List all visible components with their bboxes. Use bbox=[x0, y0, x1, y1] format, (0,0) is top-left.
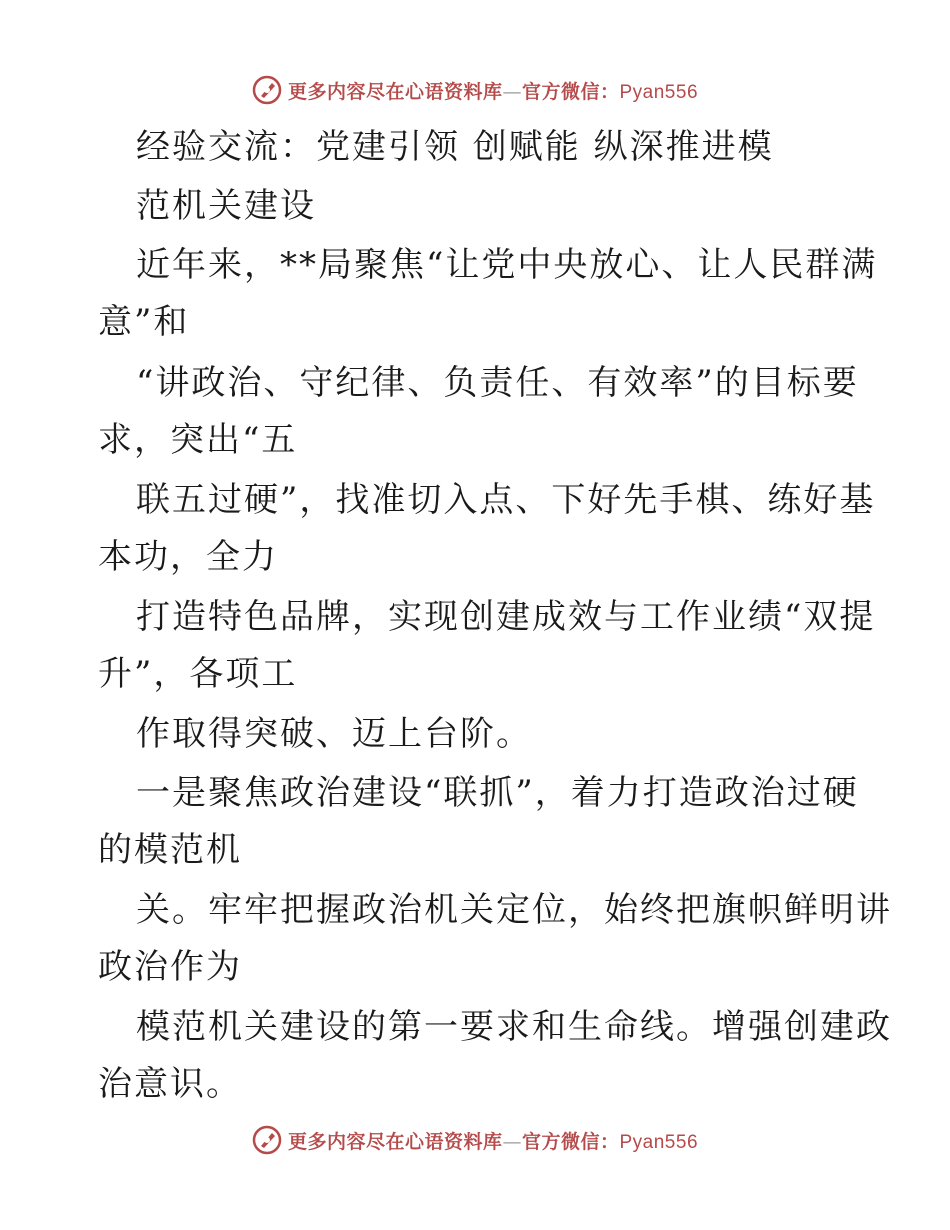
body-line: 近年来，**局聚焦“让党中央放心、让人民群满 bbox=[136, 245, 878, 285]
body-line: 本功，全力 bbox=[98, 537, 278, 577]
body-line: 作取得突破、迈上台阶。 bbox=[136, 714, 532, 754]
body-line: 治意识。 bbox=[98, 1064, 242, 1104]
header-banner bbox=[0, 70, 950, 110]
body-line: 求，突出“五 bbox=[98, 420, 298, 460]
body-line: 关。牢牢把握政治机关定位，始终把旗帜鲜明讲 bbox=[136, 890, 892, 930]
banner-text: 更多内容尽在心语资料库—官方微信：Pyan556 bbox=[287, 80, 699, 103]
footer-banner bbox=[0, 1120, 950, 1160]
body-line: 升”，各项工 bbox=[98, 654, 298, 694]
body-line: 政治作为 bbox=[98, 947, 242, 987]
body-line: 的模范机 bbox=[98, 830, 242, 870]
title-line-1: 经验交流：党建引领 创赋能 纵深推进模 bbox=[136, 127, 774, 167]
body-line: 模范机关建设的第一要求和生命线。增强创建政 bbox=[136, 1007, 892, 1047]
pen-logo-icon bbox=[252, 1125, 282, 1155]
body-line: 打造特色品牌，实现创建成效与工作业绩“双提 bbox=[136, 597, 876, 637]
body-line: 意”和 bbox=[98, 302, 190, 342]
title-line-2: 范机关建设 bbox=[136, 186, 316, 226]
pen-logo-icon bbox=[252, 75, 282, 105]
body-line: 一是聚焦政治建设“联抓”，着力打造政治过硬 bbox=[136, 773, 859, 813]
body-line: 联五过硬”，找准切入点、下好先手棋、练好基 bbox=[136, 480, 876, 520]
body-line: “讲政治、守纪律、负责任、有效率”的目标要 bbox=[136, 363, 859, 403]
banner-text: 更多内容尽在心语资料库—官方微信：Pyan556 bbox=[287, 1130, 699, 1153]
